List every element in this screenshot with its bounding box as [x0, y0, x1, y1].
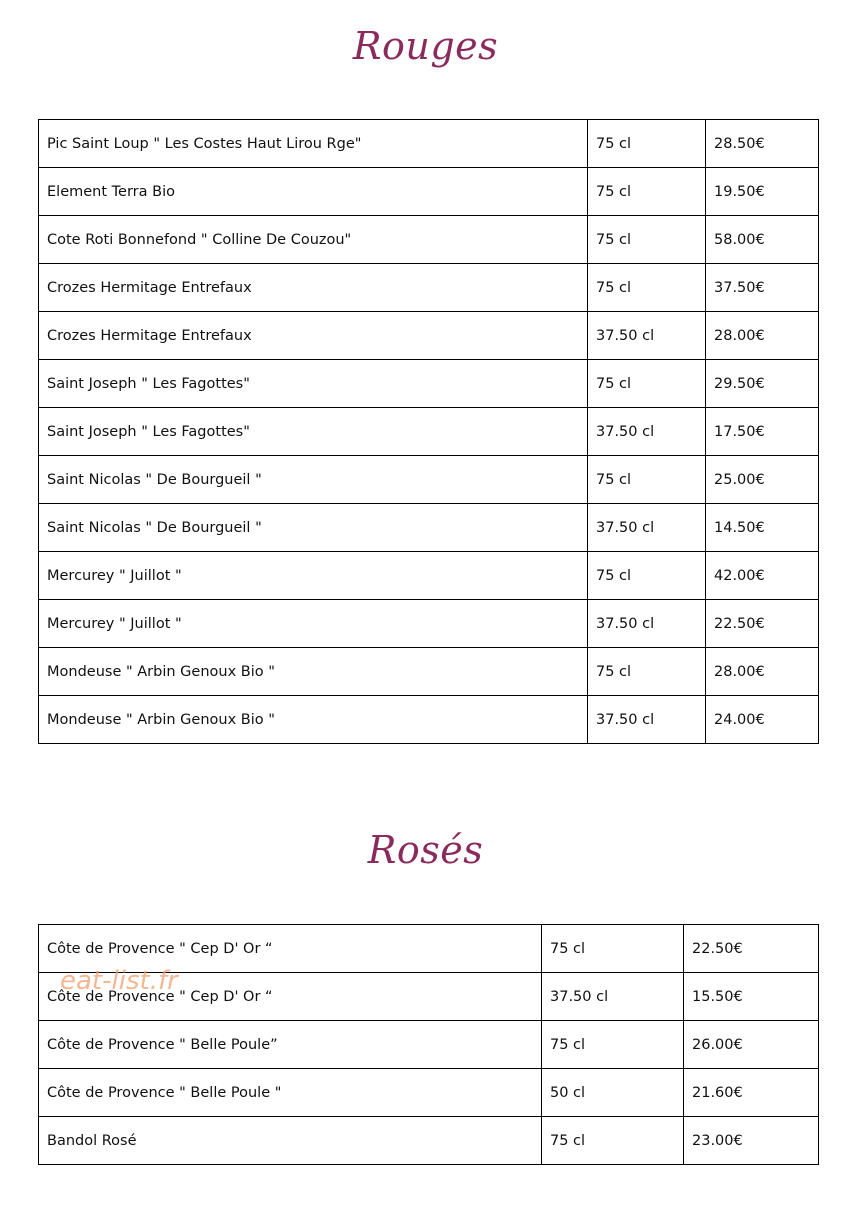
table-row	[39, 456, 819, 504]
volume-cell: 75 cl	[588, 552, 706, 600]
table-row	[39, 600, 819, 648]
wine-name-cell: Mondeuse " Arbin Genoux Bio "	[39, 696, 588, 744]
price-cell: 22.50€	[684, 925, 819, 973]
volume-cell: 50 cl	[542, 1069, 684, 1117]
wine-name-cell: Pic Saint Loup " Les Costes Haut Lirou Rge"	[39, 120, 588, 168]
price-cell: 22.50€	[706, 600, 819, 648]
table-row	[39, 408, 819, 456]
watermark: eat-list.fr	[60, 966, 178, 996]
table-row	[39, 312, 819, 360]
wine-name-cell: Mondeuse " Arbin Genoux Bio "	[39, 648, 588, 696]
section-title-rouges: Rouges	[352, 24, 499, 68]
price-cell: 37.50€	[706, 264, 819, 312]
price-cell: 29.50€	[706, 360, 819, 408]
table-row	[39, 1069, 819, 1117]
price-cell: 42.00€	[706, 552, 819, 600]
table-row	[39, 120, 819, 168]
price-cell: 17.50€	[706, 408, 819, 456]
wine-name-cell: Saint Joseph " Les Fagottes"	[39, 408, 588, 456]
price-cell: 14.50€	[706, 504, 819, 552]
table-row	[39, 973, 819, 1021]
volume-cell: 75 cl	[588, 168, 706, 216]
price-cell: 28.50€	[706, 120, 819, 168]
volume-cell: 37.50 cl	[588, 600, 706, 648]
wine-name-cell: Crozes Hermitage Entrefaux	[39, 264, 588, 312]
price-cell: 24.00€	[706, 696, 819, 744]
wine-name-cell: Crozes Hermitage Entrefaux	[39, 312, 588, 360]
wine-name-cell: Côte de Provence " Belle Poule”	[39, 1021, 542, 1069]
price-cell: 26.00€	[684, 1021, 819, 1069]
volume-cell: 37.50 cl	[588, 504, 706, 552]
volume-cell: 75 cl	[588, 216, 706, 264]
volume-cell: 75 cl	[588, 648, 706, 696]
table-row	[39, 552, 819, 600]
wine-name-cell: Mercurey " Juillot "	[39, 600, 588, 648]
volume-cell: 75 cl	[588, 264, 706, 312]
wine-name-cell: Saint Nicolas " De Bourgueil "	[39, 456, 588, 504]
wine-table-body	[39, 120, 819, 744]
volume-cell: 75 cl	[588, 360, 706, 408]
price-cell: 28.00€	[706, 648, 819, 696]
price-cell: 25.00€	[706, 456, 819, 504]
volume-cell: 75 cl	[588, 120, 706, 168]
wine-name-cell: Saint Joseph " Les Fagottes"	[39, 360, 588, 408]
table-row	[39, 1021, 819, 1069]
price-cell: 15.50€	[684, 973, 819, 1021]
section-title-roses: Rosés	[367, 828, 484, 872]
volume-cell: 75 cl	[542, 925, 684, 973]
wine-name-cell: Bandol Rosé	[39, 1117, 542, 1165]
price-cell: 58.00€	[706, 216, 819, 264]
table-row	[39, 925, 819, 973]
wine-name-cell: Mercurey " Juillot "	[39, 552, 588, 600]
table-row	[39, 264, 819, 312]
volume-cell: 37.50 cl	[588, 312, 706, 360]
table-row	[39, 504, 819, 552]
volume-cell: 37.50 cl	[588, 696, 706, 744]
price-cell: 28.00€	[706, 312, 819, 360]
table-row	[39, 360, 819, 408]
volume-cell: 37.50 cl	[542, 973, 684, 1021]
price-cell: 19.50€	[706, 168, 819, 216]
wine-table-rouges	[38, 119, 819, 744]
wine-name-cell: Saint Nicolas " De Bourgueil "	[39, 504, 588, 552]
volume-cell: 75 cl	[588, 456, 706, 504]
wine-name-cell: Cote Roti Bonnefond " Colline De Couzou"	[39, 216, 588, 264]
table-row	[39, 216, 819, 264]
table-row	[39, 168, 819, 216]
table-row	[39, 696, 819, 744]
price-cell: 23.00€	[684, 1117, 819, 1165]
volume-cell: 37.50 cl	[588, 408, 706, 456]
table-row	[39, 648, 819, 696]
volume-cell: 75 cl	[542, 1117, 684, 1165]
wine-name-cell: Côte de Provence " Cep D' Or “	[39, 973, 542, 1021]
volume-cell: 75 cl	[542, 1021, 684, 1069]
wine-name-cell: Côte de Provence " Cep D' Or “	[39, 925, 542, 973]
wine-table-roses	[38, 924, 819, 1165]
table-row	[39, 1117, 819, 1165]
wine-name-cell: Element Terra Bio	[39, 168, 588, 216]
wine-table-body	[39, 925, 819, 1165]
wine-name-cell: Côte de Provence " Belle Poule "	[39, 1069, 542, 1117]
price-cell: 21.60€	[684, 1069, 819, 1117]
